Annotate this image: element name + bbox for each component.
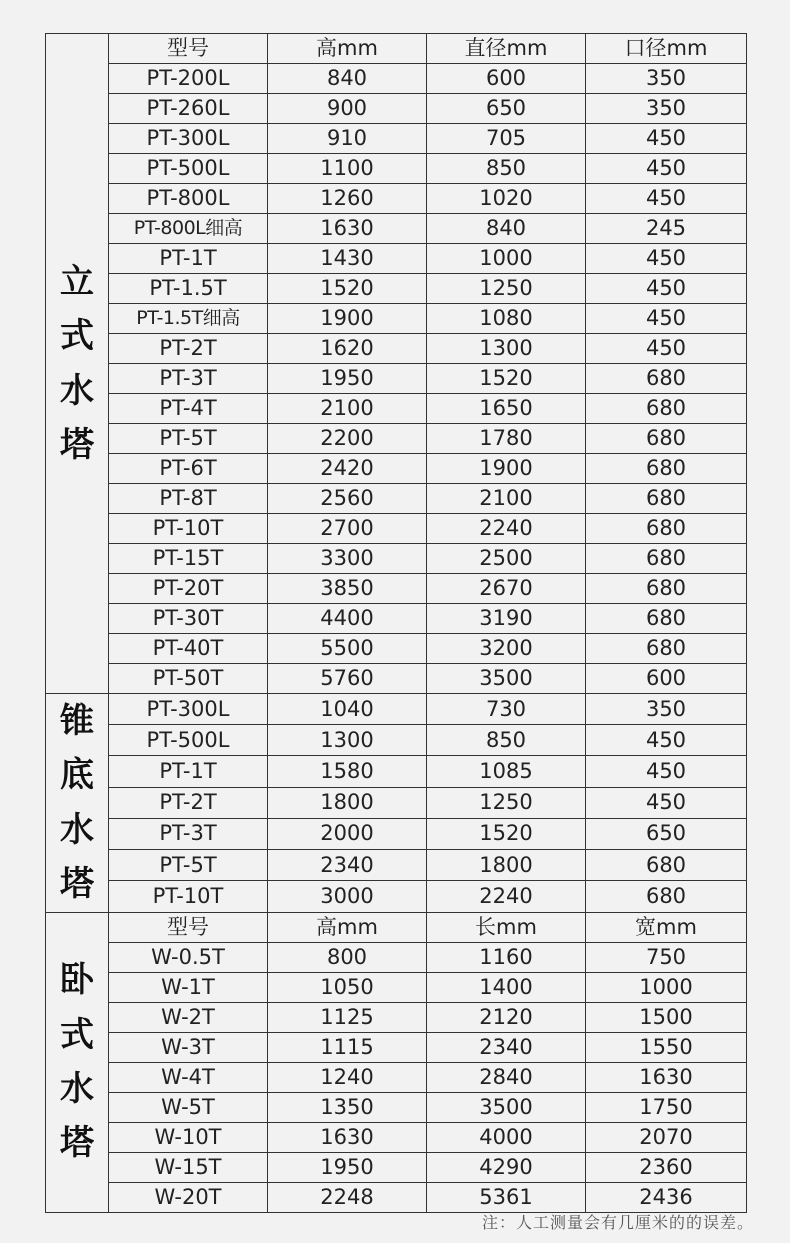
table-row xyxy=(46,881,747,912)
cell-model: W-4T xyxy=(109,1062,268,1092)
cell-model: PT-300L xyxy=(109,124,268,154)
cell-col-3: 4000 xyxy=(427,1122,586,1152)
cell-col-4: 1500 xyxy=(586,1002,747,1032)
header-col-2: 高mm xyxy=(268,912,427,942)
cell-model: PT-8T xyxy=(109,484,268,514)
cell-height: 910 xyxy=(268,124,427,154)
cell-col-4: 680 xyxy=(586,634,747,664)
cell-col-4: 680 xyxy=(586,850,747,881)
table-row xyxy=(46,304,747,334)
cell-col-4: 450 xyxy=(586,787,747,818)
cell-height: 2100 xyxy=(268,394,427,424)
cell-model: PT-1T xyxy=(109,756,268,787)
cell-col-4: 450 xyxy=(586,184,747,214)
cell-height: 1125 xyxy=(268,1002,427,1032)
cell-height: 3300 xyxy=(268,544,427,574)
cell-height: 1520 xyxy=(268,274,427,304)
cell-model: PT-10T xyxy=(109,881,268,912)
cell-col-3: 1520 xyxy=(427,818,586,849)
cell-col-3: 2240 xyxy=(427,514,586,544)
cell-height: 1580 xyxy=(268,756,427,787)
cell-model: PT-20T xyxy=(109,574,268,604)
table-row xyxy=(46,574,747,604)
cell-height: 4400 xyxy=(268,604,427,634)
table-row xyxy=(46,1182,747,1212)
cell-col-3: 1020 xyxy=(427,184,586,214)
cell-col-3: 705 xyxy=(427,124,586,154)
cell-col-4: 680 xyxy=(586,881,747,912)
cell-model: W-0.5T xyxy=(109,942,268,972)
cell-model: PT-2T xyxy=(109,334,268,364)
cell-model: W-1T xyxy=(109,972,268,1002)
cell-col-3: 600 xyxy=(427,64,586,94)
cell-col-4: 600 xyxy=(586,664,747,694)
cell-col-3: 2120 xyxy=(427,1002,586,1032)
cell-model: PT-800L细高 xyxy=(109,214,268,244)
cell-model: W-10T xyxy=(109,1122,268,1152)
cell-height: 800 xyxy=(268,942,427,972)
cell-col-4: 680 xyxy=(586,454,747,484)
cell-model: PT-1.5T细高 xyxy=(109,304,268,334)
cell-height: 1300 xyxy=(268,725,427,756)
cell-col-3: 730 xyxy=(427,694,586,725)
cell-height: 1240 xyxy=(268,1062,427,1092)
cell-height: 1050 xyxy=(268,972,427,1002)
cell-model: PT-6T xyxy=(109,454,268,484)
cell-model: PT-5T xyxy=(109,424,268,454)
cell-col-3: 1000 xyxy=(427,244,586,274)
table-row xyxy=(46,725,747,756)
group-label-char: 塔 xyxy=(60,1123,94,1164)
cell-col-4: 2360 xyxy=(586,1152,747,1182)
cell-model: PT-3T xyxy=(109,364,268,394)
header-col-3: 长mm xyxy=(427,912,586,942)
cell-height: 2700 xyxy=(268,514,427,544)
cell-model: PT-300L xyxy=(109,694,268,725)
table-row xyxy=(46,64,747,94)
header-col-4: 宽mm xyxy=(586,912,747,942)
group-label-char: 立 xyxy=(60,261,94,302)
cell-col-3: 2340 xyxy=(427,1032,586,1062)
table-row xyxy=(46,1092,747,1122)
spec-table-body xyxy=(46,34,747,1213)
cone-bottom-tower-group-label xyxy=(46,694,109,913)
cell-height: 1950 xyxy=(268,364,427,394)
header-model: 型号 xyxy=(109,34,268,64)
cell-col-4: 1750 xyxy=(586,1092,747,1122)
table-row xyxy=(46,634,747,664)
table-row xyxy=(46,850,747,881)
table-row xyxy=(46,94,747,124)
header-model: 型号 xyxy=(109,912,268,942)
group-label-char: 塔 xyxy=(60,424,94,465)
horizontal-tower-group-label xyxy=(46,912,109,1212)
cell-col-3: 1780 xyxy=(427,424,586,454)
cell-height: 1800 xyxy=(268,787,427,818)
table-row xyxy=(46,184,747,214)
group-label-char: 卧 xyxy=(60,960,94,1001)
cell-col-4: 1550 xyxy=(586,1032,747,1062)
cell-height: 1620 xyxy=(268,334,427,364)
table-row xyxy=(46,787,747,818)
table-header-row xyxy=(46,34,747,64)
cell-col-4: 680 xyxy=(586,484,747,514)
table-row xyxy=(46,394,747,424)
cell-col-3: 2240 xyxy=(427,881,586,912)
cell-model: PT-2T xyxy=(109,787,268,818)
cell-col-4: 450 xyxy=(586,124,747,154)
cell-height: 1950 xyxy=(268,1152,427,1182)
water-tower-spec-table xyxy=(45,33,747,1213)
group-label-char: 水 xyxy=(60,809,94,850)
cell-col-3: 1300 xyxy=(427,334,586,364)
cell-model: PT-800L xyxy=(109,184,268,214)
table-row xyxy=(46,244,747,274)
header-col-4: 口径mm xyxy=(586,34,747,64)
cell-col-4: 680 xyxy=(586,364,747,394)
cell-model: PT-5T xyxy=(109,850,268,881)
cell-model: PT-15T xyxy=(109,544,268,574)
cell-col-3: 1900 xyxy=(427,454,586,484)
cell-height: 1040 xyxy=(268,694,427,725)
cell-col-4: 1630 xyxy=(586,1062,747,1092)
cell-col-3: 1800 xyxy=(427,850,586,881)
table-row xyxy=(46,694,747,725)
cell-model: PT-1T xyxy=(109,244,268,274)
cell-col-3: 1160 xyxy=(427,942,586,972)
cell-col-4: 350 xyxy=(586,94,747,124)
table-row xyxy=(46,664,747,694)
group-label-char: 式 xyxy=(60,316,94,357)
cell-height: 1630 xyxy=(268,214,427,244)
cell-col-3: 1080 xyxy=(427,304,586,334)
table-row xyxy=(46,756,747,787)
cell-col-3: 840 xyxy=(427,214,586,244)
table-row xyxy=(46,1122,747,1152)
cell-model: PT-30T xyxy=(109,604,268,634)
cell-col-4: 450 xyxy=(586,304,747,334)
cell-col-3: 4290 xyxy=(427,1152,586,1182)
table-row xyxy=(46,942,747,972)
cell-col-4: 350 xyxy=(586,694,747,725)
cell-model: PT-10T xyxy=(109,514,268,544)
cell-col-4: 450 xyxy=(586,154,747,184)
cell-col-3: 850 xyxy=(427,725,586,756)
cell-height: 2420 xyxy=(268,454,427,484)
cell-model: PT-200L xyxy=(109,64,268,94)
group-label-char: 式 xyxy=(60,1014,94,1055)
table-row xyxy=(46,154,747,184)
cell-col-3: 2670 xyxy=(427,574,586,604)
cell-height: 1430 xyxy=(268,244,427,274)
table-header-row xyxy=(46,912,747,942)
cell-height: 840 xyxy=(268,64,427,94)
cell-col-3: 1650 xyxy=(427,394,586,424)
cell-col-4: 1000 xyxy=(586,972,747,1002)
cell-model: W-2T xyxy=(109,1002,268,1032)
cell-col-3: 3200 xyxy=(427,634,586,664)
cell-col-4: 350 xyxy=(586,64,747,94)
cell-col-4: 450 xyxy=(586,756,747,787)
table-row xyxy=(46,214,747,244)
table-row xyxy=(46,274,747,304)
table-row xyxy=(46,818,747,849)
cell-height: 3850 xyxy=(268,574,427,604)
table-row xyxy=(46,1152,747,1182)
group-label-char: 底 xyxy=(60,755,94,796)
cell-model: PT-500L xyxy=(109,154,268,184)
table-row xyxy=(46,124,747,154)
cell-model: PT-3T xyxy=(109,818,268,849)
table-row xyxy=(46,364,747,394)
cell-col-3: 2500 xyxy=(427,544,586,574)
cell-col-4: 680 xyxy=(586,544,747,574)
group-label-char: 锥 xyxy=(60,701,94,741)
cell-height: 2200 xyxy=(268,424,427,454)
cell-col-4: 680 xyxy=(586,574,747,604)
cell-col-4: 450 xyxy=(586,334,747,364)
cell-col-3: 1400 xyxy=(427,972,586,1002)
cell-height: 1900 xyxy=(268,304,427,334)
cell-col-4: 450 xyxy=(586,725,747,756)
cell-height: 2340 xyxy=(268,850,427,881)
cell-model: PT-500L xyxy=(109,725,268,756)
cell-col-3: 5361 xyxy=(427,1182,586,1212)
cell-col-3: 1250 xyxy=(427,274,586,304)
table-row xyxy=(46,1002,747,1032)
cell-height: 1260 xyxy=(268,184,427,214)
cell-model: PT-4T xyxy=(109,394,268,424)
cell-col-3: 3190 xyxy=(427,604,586,634)
table-row xyxy=(46,604,747,634)
cell-model: W-3T xyxy=(109,1032,268,1062)
table-row xyxy=(46,334,747,364)
cell-col-4: 680 xyxy=(586,514,747,544)
cell-col-4: 680 xyxy=(586,424,747,454)
cell-height: 3000 xyxy=(268,881,427,912)
group-label-char: 水 xyxy=(60,370,94,411)
cell-height: 2560 xyxy=(268,484,427,514)
measurement-note: 注：人工测量会有几厘米的的误差。 xyxy=(481,1213,754,1232)
cell-height: 1115 xyxy=(268,1032,427,1062)
cell-height: 1100 xyxy=(268,154,427,184)
cell-col-4: 680 xyxy=(586,604,747,634)
table-row xyxy=(46,514,747,544)
table-row xyxy=(46,424,747,454)
cell-col-4: 450 xyxy=(586,244,747,274)
cell-height: 5760 xyxy=(268,664,427,694)
cell-col-3: 3500 xyxy=(427,1092,586,1122)
header-col-2: 高mm xyxy=(268,34,427,64)
table-row xyxy=(46,1062,747,1092)
table-row xyxy=(46,1032,747,1062)
cell-col-4: 2436 xyxy=(586,1182,747,1212)
vertical-tower-group-label xyxy=(46,34,109,694)
cell-col-3: 2100 xyxy=(427,484,586,514)
cell-col-4: 2070 xyxy=(586,1122,747,1152)
cell-col-3: 1085 xyxy=(427,756,586,787)
table-row xyxy=(46,454,747,484)
cell-model: W-5T xyxy=(109,1092,268,1122)
cell-col-4: 245 xyxy=(586,214,747,244)
cell-model: W-15T xyxy=(109,1152,268,1182)
cell-col-3: 3500 xyxy=(427,664,586,694)
cell-height: 1630 xyxy=(268,1122,427,1152)
cell-col-4: 450 xyxy=(586,274,747,304)
cell-height: 2248 xyxy=(268,1182,427,1212)
cell-model: PT-260L xyxy=(109,94,268,124)
cell-height: 900 xyxy=(268,94,427,124)
table-row xyxy=(46,484,747,514)
header-col-3: 直径mm xyxy=(427,34,586,64)
cell-height: 5500 xyxy=(268,634,427,664)
cell-col-3: 650 xyxy=(427,94,586,124)
cell-col-3: 1520 xyxy=(427,364,586,394)
cell-model: PT-1.5T xyxy=(109,274,268,304)
cell-col-3: 1250 xyxy=(427,787,586,818)
cell-model: W-20T xyxy=(109,1182,268,1212)
cell-model: PT-50T xyxy=(109,664,268,694)
group-label-char: 塔 xyxy=(60,864,94,905)
cell-col-3: 850 xyxy=(427,154,586,184)
group-label-char: 水 xyxy=(60,1069,94,1110)
cell-height: 1350 xyxy=(268,1092,427,1122)
cell-height: 2000 xyxy=(268,818,427,849)
cell-col-4: 750 xyxy=(586,942,747,972)
table-row xyxy=(46,972,747,1002)
cell-col-4: 680 xyxy=(586,394,747,424)
cell-col-3: 2840 xyxy=(427,1062,586,1092)
cell-model: PT-40T xyxy=(109,634,268,664)
cell-col-4: 650 xyxy=(586,818,747,849)
table-row xyxy=(46,544,747,574)
